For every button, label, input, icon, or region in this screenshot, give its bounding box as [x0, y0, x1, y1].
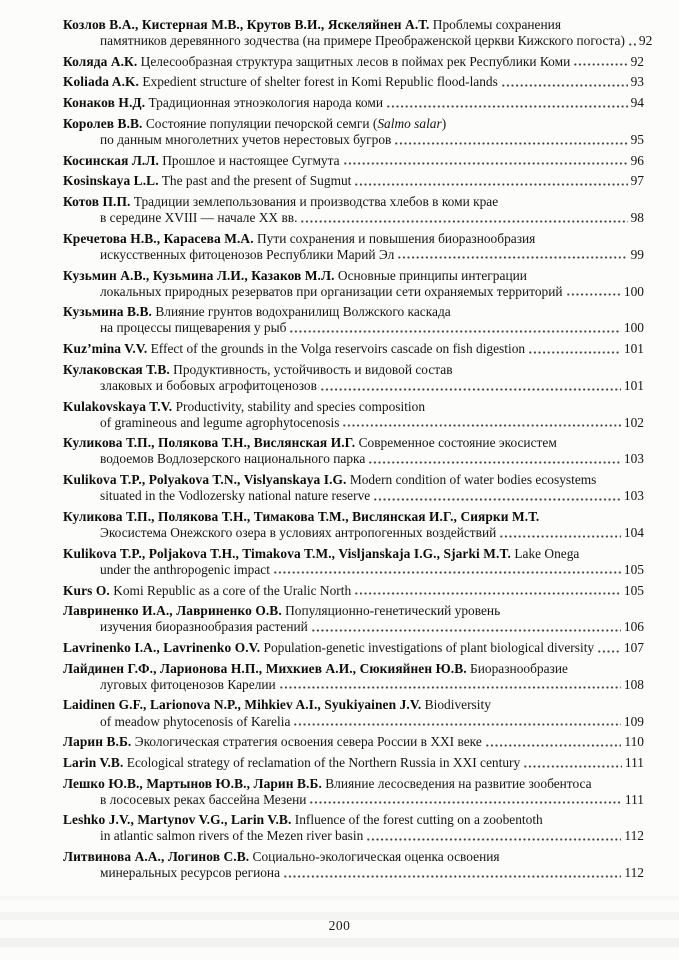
toc-entry: [63, 268, 644, 300]
toc-entry-title-continuation: of meadow phytocenosis of Karelia: [100, 713, 291, 729]
toc-entry-first-line: [63, 734, 644, 750]
toc-entry-authors-title: Кулаковская Т.В. Продуктивность, устойчивость и видовой состав: [63, 361, 453, 377]
dot-leader: [628, 42, 636, 47]
footer-page-number: 200: [328, 918, 351, 933]
toc-entry-continuation-line: [63, 488, 644, 504]
toc-entry-continuation-line: [63, 562, 644, 578]
toc-entry-page-number: 98: [630, 210, 644, 226]
toc-entry: [63, 849, 644, 881]
dot-leader: [523, 764, 622, 769]
toc-entry: [63, 231, 644, 263]
dot-leader: [343, 161, 628, 166]
toc-entry-continuation-line: [63, 792, 644, 808]
dot-leader: [566, 292, 621, 297]
toc-entry-first-line: [63, 776, 644, 792]
toc-entry-continuation-line: [63, 247, 644, 263]
toc-entry-page-number: 108: [623, 676, 644, 692]
toc-entry-title-continuation: луговых фитоценозов Карелии: [100, 676, 276, 692]
toc-entry: [63, 776, 644, 808]
toc-entry-authors-title: Косинская Л.Л. Прошлое и настоящее Сугмута: [63, 152, 340, 168]
toc-entry-page-number: 100: [623, 283, 644, 299]
toc-entry-title-continuation: в середине XVIII — начале XX вв.: [100, 210, 298, 226]
toc-entry: [63, 734, 644, 750]
toc-entry: [63, 640, 644, 656]
toc-entry-first-line: [63, 697, 644, 713]
toc-entry-continuation-line: [63, 714, 644, 730]
toc-entry-authors-title: Козлов В.А., Кистерная М.В., Крутов В.И., Яскеляйнен А.Т. Проблемы сохранения: [63, 17, 561, 32]
toc-entry-page-number: 101: [623, 341, 644, 357]
toc-entry-title-continuation: Экосистема Онежского озера в условиях антропогенных воздействий: [100, 525, 497, 541]
dot-leader: [279, 685, 621, 690]
toc-entry-first-line: [63, 95, 644, 111]
toc-entry-title-continuation: злаковых и бобовых агрофитоценозов: [100, 377, 317, 393]
toc-entry-page-number: 92: [630, 53, 644, 69]
dot-leader: [373, 497, 621, 502]
toc-entry-authors-title: Leshko J.V., Martynov V.G., Larin V.B. Influence of the forest cutting on a zoobentoth: [63, 812, 543, 828]
toc-entry-continuation-line: [63, 210, 644, 226]
toc-entry-page-number: 97: [630, 173, 644, 189]
toc-entry: [63, 116, 644, 148]
toc-entry-authors-title: Коляда А.К. Целесообразная структура защитных лесов в поймах рек Республики Коми: [63, 53, 571, 69]
dot-leader: [573, 62, 627, 67]
toc-entry: [63, 341, 644, 357]
toc-entry-title-continuation: искусственных фитоценозов Республики Марий Эл: [100, 246, 395, 262]
toc-entry: [63, 362, 644, 394]
scan-noise-band: [0, 938, 679, 947]
toc-list: [63, 17, 653, 886]
toc-entry: [63, 812, 644, 844]
toc-entry-authors-title: Конаков Н.Д. Традиционная этноэкология народа коми: [63, 95, 383, 111]
toc-entry-page-number: 104: [623, 525, 644, 541]
toc-entry-authors-title: Lavrinenko I.A., Lavrinenko O.V. Population-genetic investigations of plant biological diversity: [63, 639, 595, 655]
toc-entry-page-number: 109: [623, 713, 644, 729]
toc-entry-title-continuation: в лососевых реках бассейна Мезени: [100, 791, 307, 807]
toc-entry-first-line: [63, 546, 644, 562]
dot-leader: [283, 874, 621, 879]
toc-entry-authors-title: Котов П.П. Традиции землепользования и производства хлебов в коми крае: [63, 194, 499, 209]
toc-entry-continuation-line: [63, 284, 644, 300]
toc-entry-authors-title: Laidinen G.F., Larionova N.P., Mihkiev A.I., Syukiyainen J.V. Biodiversity: [63, 697, 491, 713]
toc-entry: [63, 697, 644, 729]
toc-entry-continuation-line: [63, 451, 644, 467]
dot-leader: [366, 837, 621, 842]
toc-entry-title-continuation: under the anthropogenic impact: [100, 561, 270, 577]
dot-leader: [342, 423, 620, 428]
dot-leader: [386, 104, 628, 109]
toc-entry-authors-title: Куликова Т.П., Полякова Т.Н., Тимакова Т.М., Вислянская И.Г., Сиярки М.Т.: [63, 508, 540, 524]
toc-entry: [63, 509, 644, 541]
toc-entry-first-line: [63, 17, 644, 33]
toc-entry: [63, 173, 644, 189]
dot-leader: [320, 387, 621, 392]
toc-entry-title-continuation: по данным многолетних учетов нерестовых бугров: [100, 131, 392, 147]
dot-leader: [354, 591, 621, 596]
toc-entry: [63, 153, 644, 169]
dot-leader: [501, 83, 628, 88]
toc-entry-authors-title: Куликова Т.П., Полякова Т.Н., Вислянская И.Г. Современное состояние экосистем: [63, 435, 557, 451]
toc-entry-first-line: [63, 194, 644, 210]
toc-entry-first-line: [63, 472, 644, 488]
toc-entry-first-line: [63, 509, 644, 525]
toc-entry-authors-title: Kurs O. Komi Republic as a core of the Uralic North: [63, 582, 352, 598]
toc-entry-continuation-line: [63, 378, 644, 394]
dot-leader: [311, 628, 621, 633]
toc-entry-title-continuation: минеральных ресурсов региона: [100, 865, 281, 881]
toc-entry: [63, 755, 644, 771]
toc-entry: [63, 194, 644, 226]
toc-entry-page-number: 103: [623, 451, 644, 467]
toc-entry-authors-title: Kulikova T.P., Poljakova T.H., Timakova T.M., Visljanskaja I.G., Sjarki M.T. Lake Onega: [63, 545, 580, 561]
toc-entry-authors-title: Ларин В.Б. Экологическая стратегия освоения севера России в XXI веке: [63, 734, 482, 750]
toc-entry-authors-title: Кузьмина В.В. Влияние грунтов водохранилищ Волжского каскада: [63, 304, 451, 320]
toc-entry-continuation-line: [63, 619, 644, 635]
toc-entry-first-line: [63, 362, 644, 378]
dot-leader: [397, 255, 627, 260]
toc-entry: [63, 583, 644, 599]
toc-entry-first-line: [63, 849, 644, 865]
toc-entry-page-number: 107: [623, 639, 644, 655]
dot-leader: [394, 141, 627, 146]
toc-entry-page-number: 93: [630, 74, 644, 90]
dot-leader: [528, 350, 621, 355]
dot-leader: [293, 722, 621, 727]
toc-entry-first-line: [63, 304, 644, 320]
toc-entry-authors-title: Королев В.В. Состояние популяции печорской семги (Salmo salar): [63, 115, 447, 131]
dot-leader: [300, 219, 627, 224]
toc-entry-page-number: 112: [624, 865, 644, 881]
toc-entry-authors-title: Kulakovskaya T.V. Productivity, stability and species composition: [63, 398, 426, 414]
toc-entry: [63, 17, 653, 49]
toc-entry-first-line: [63, 74, 644, 90]
toc-entry-first-line: [63, 54, 644, 70]
toc-entry-page-number: 111: [624, 791, 644, 807]
toc-entry-page-number: 105: [623, 582, 644, 598]
toc-entry-page-number: 105: [623, 561, 644, 577]
toc-entry-first-line: [63, 661, 644, 677]
toc-entry: [63, 54, 644, 70]
toc-entry: [63, 435, 644, 467]
toc-entry-page-number: 106: [623, 619, 644, 635]
toc-entry: [63, 95, 644, 111]
toc-entry-title-continuation: водоемов Водлозерского национального парка: [100, 451, 366, 467]
toc-entry-first-line: [63, 341, 644, 357]
toc-entry-first-line: [63, 640, 644, 656]
toc-entry-title-continuation: локальных природных резерватов при организации сети охраняемых территорий: [100, 283, 563, 299]
toc-entry-continuation-line: [63, 132, 644, 148]
toc-entry-first-line: [63, 755, 644, 771]
toc-entry-page-number: 110: [624, 734, 644, 750]
toc-entry-continuation-line: [63, 33, 653, 49]
toc-entry-first-line: [63, 231, 644, 247]
toc-entry-first-line: [63, 153, 644, 169]
toc-entry-page-number: 103: [623, 488, 644, 504]
toc-entry-first-line: [63, 399, 644, 415]
toc-entry-authors-title: Кузьмин А.В., Кузьмина Л.И., Казаков М.Л. Основные принципы интеграции: [63, 267, 527, 283]
toc-entry-continuation-line: [63, 415, 644, 431]
toc-entry-continuation-line: [63, 828, 644, 844]
toc-entry-continuation-line: [63, 525, 644, 541]
toc-entry-page-number: 99: [630, 246, 644, 262]
toc-entry-authors-title: Лешко Ю.В., Мартынов Ю.В., Ларин В.Б. Влияние лесосведения на развитие зообентоса: [63, 775, 592, 791]
toc-entry-first-line: [63, 435, 644, 451]
toc-entry-title-continuation: памятников деревянного зодчества (на примере Преображенской церкви Кижского погоста): [100, 33, 625, 49]
toc-entry: [63, 472, 644, 504]
toc-entry: [63, 661, 644, 693]
toc-entry-first-line: [63, 583, 644, 599]
toc-entry-first-line: [63, 268, 644, 284]
toc-entry-title-continuation: на процессы пищеварения у рыб: [100, 320, 287, 336]
toc-entry: [63, 304, 644, 336]
dot-leader: [309, 800, 621, 805]
dot-leader: [485, 743, 622, 748]
scan-noise-band: [0, 896, 679, 900]
toc-entry-title-continuation: situated in the Vodlozersky national nature reserve: [100, 488, 371, 504]
toc-entry-first-line: [63, 812, 644, 828]
dot-leader: [273, 570, 621, 575]
toc-entry-continuation-line: [63, 677, 644, 693]
toc-entry-page-number: 92: [638, 33, 653, 49]
toc-entry: [63, 399, 644, 431]
toc-entry-page-number: 101: [623, 377, 644, 393]
toc-entry-continuation-line: [63, 320, 644, 336]
toc-entry-authors-title: Larin V.B. Ecological strategy of reclamation of the Northern Russia in XXI century: [63, 754, 521, 770]
toc-entry: [63, 603, 644, 635]
toc-entry: [63, 546, 644, 578]
toc-entry-page-number: 112: [624, 828, 644, 844]
toc-entry-page-number: 94: [630, 95, 644, 111]
toc-entry-title-continuation: изучения биоразнообразия растений: [100, 619, 308, 635]
toc-entry-authors-title: Kulikova T.P., Polyakova T.N., Vislyanskaya I.G. Modern condition of water bodies ecosystems: [63, 472, 597, 488]
dot-leader: [368, 460, 621, 465]
dot-leader: [597, 649, 621, 654]
toc-entry-title-continuation: of gramineous and legume agrophytocenosis: [100, 414, 340, 430]
toc-entry: [63, 74, 644, 90]
dot-leader: [354, 182, 627, 187]
toc-entry-authors-title: Kosinskaya L.L. The past and the present of Sugmut: [63, 173, 352, 189]
toc-entry-authors-title: Литвинова А.А., Логинов С.В. Социально-экологическая оценка освоения: [63, 849, 500, 865]
dot-leader: [289, 329, 621, 334]
toc-entry-authors-title: Kuz’mina V.V. Effect of the grounds in the Volga reservoirs cascade on fish digestion: [63, 341, 526, 357]
toc-entry-authors-title: Koliada A.K. Expedient structure of shelter forest in Komi Republic flood-lands: [63, 74, 498, 90]
toc-entry-first-line: [63, 116, 644, 132]
toc-entry-page-number: 95: [630, 131, 644, 147]
toc-entry-authors-title: Лайдинен Г.Ф., Ларионова Н.П., Михкиев А.И., Сюкияйнен Ю.В. Биоразнообразие: [63, 660, 568, 676]
dot-leader: [499, 534, 621, 539]
toc-entry-page-number: 96: [630, 152, 644, 168]
toc-entry-page-number: 102: [623, 414, 644, 430]
toc-entry-first-line: [63, 173, 644, 189]
toc-entry-authors-title: Кречетова Н.В., Карасева М.А. Пути сохранения и повышения биоразнообразия: [63, 230, 536, 246]
toc-entry-authors-title: Лавриненко И.А., Лавриненко О.В. Популяционно-генетический уровень: [63, 603, 501, 619]
page-footer: [0, 918, 679, 934]
toc-entry-first-line: [63, 603, 644, 619]
toc-entry-continuation-line: [63, 865, 644, 881]
toc-entry-title-continuation: in atlantic salmon rivers of the Mezen river basin: [100, 828, 364, 844]
toc-entry-page-number: 100: [623, 320, 644, 336]
toc-entry-page-number: 111: [624, 754, 644, 770]
